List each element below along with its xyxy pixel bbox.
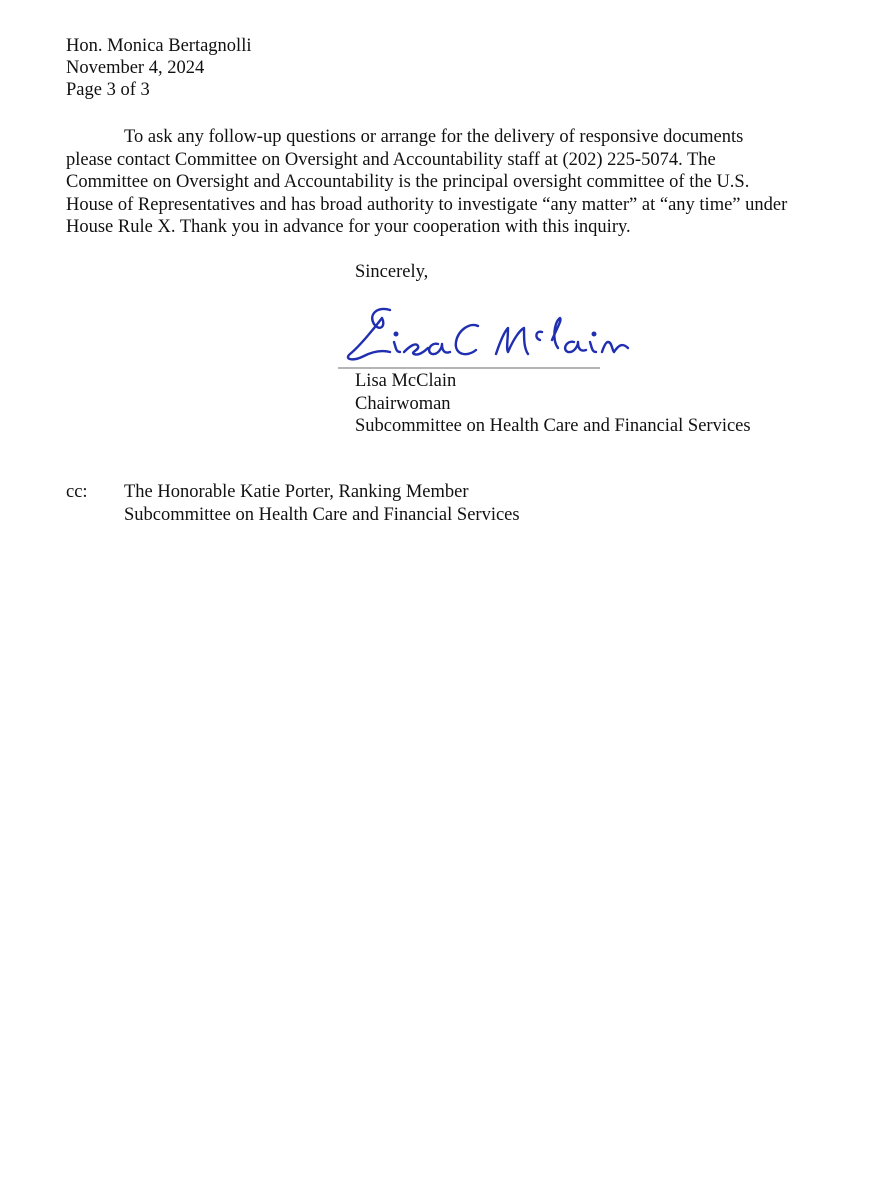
body-line: House of Representatives and has broad authority to investigate “any matter” at “any time” under [66,194,788,215]
closing-salutation: Sincerely, [355,262,429,282]
page-number: Page 3 of 3 [66,80,150,100]
signer-title: Chairwoman [355,393,451,414]
signer-subcommittee: Subcommittee on Health Care and Financial Services [355,416,751,436]
letter-header [66,35,251,101]
cc-block [124,481,520,526]
body-paragraph [66,126,836,239]
body-line: please contact Committee on Oversight and Accountability staff at (202) 225-5074. The [66,149,716,170]
signer-block [355,370,751,438]
letter-date: November 4, 2024 [66,58,205,78]
cc-subcommittee: Subcommittee on Health Care and Financial Services [124,504,520,525]
body-line: House Rule X. Thank you in advance for your cooperation with this inquiry. [66,217,631,237]
cc-recipient: The Honorable Katie Porter, Ranking Member [124,482,469,502]
body-line: Committee on Oversight and Accountability is the principal oversight committee of the U.S. [66,172,750,192]
body-line: To ask any follow-up questions or arrange for the delivery of responsive documents [124,127,744,147]
recipient-name: Hon. Monica Bertagnolli [66,36,252,56]
cc-label: cc: [66,482,88,502]
signer-name: Lisa McClain [355,371,457,391]
handwritten-signature [338,296,638,372]
